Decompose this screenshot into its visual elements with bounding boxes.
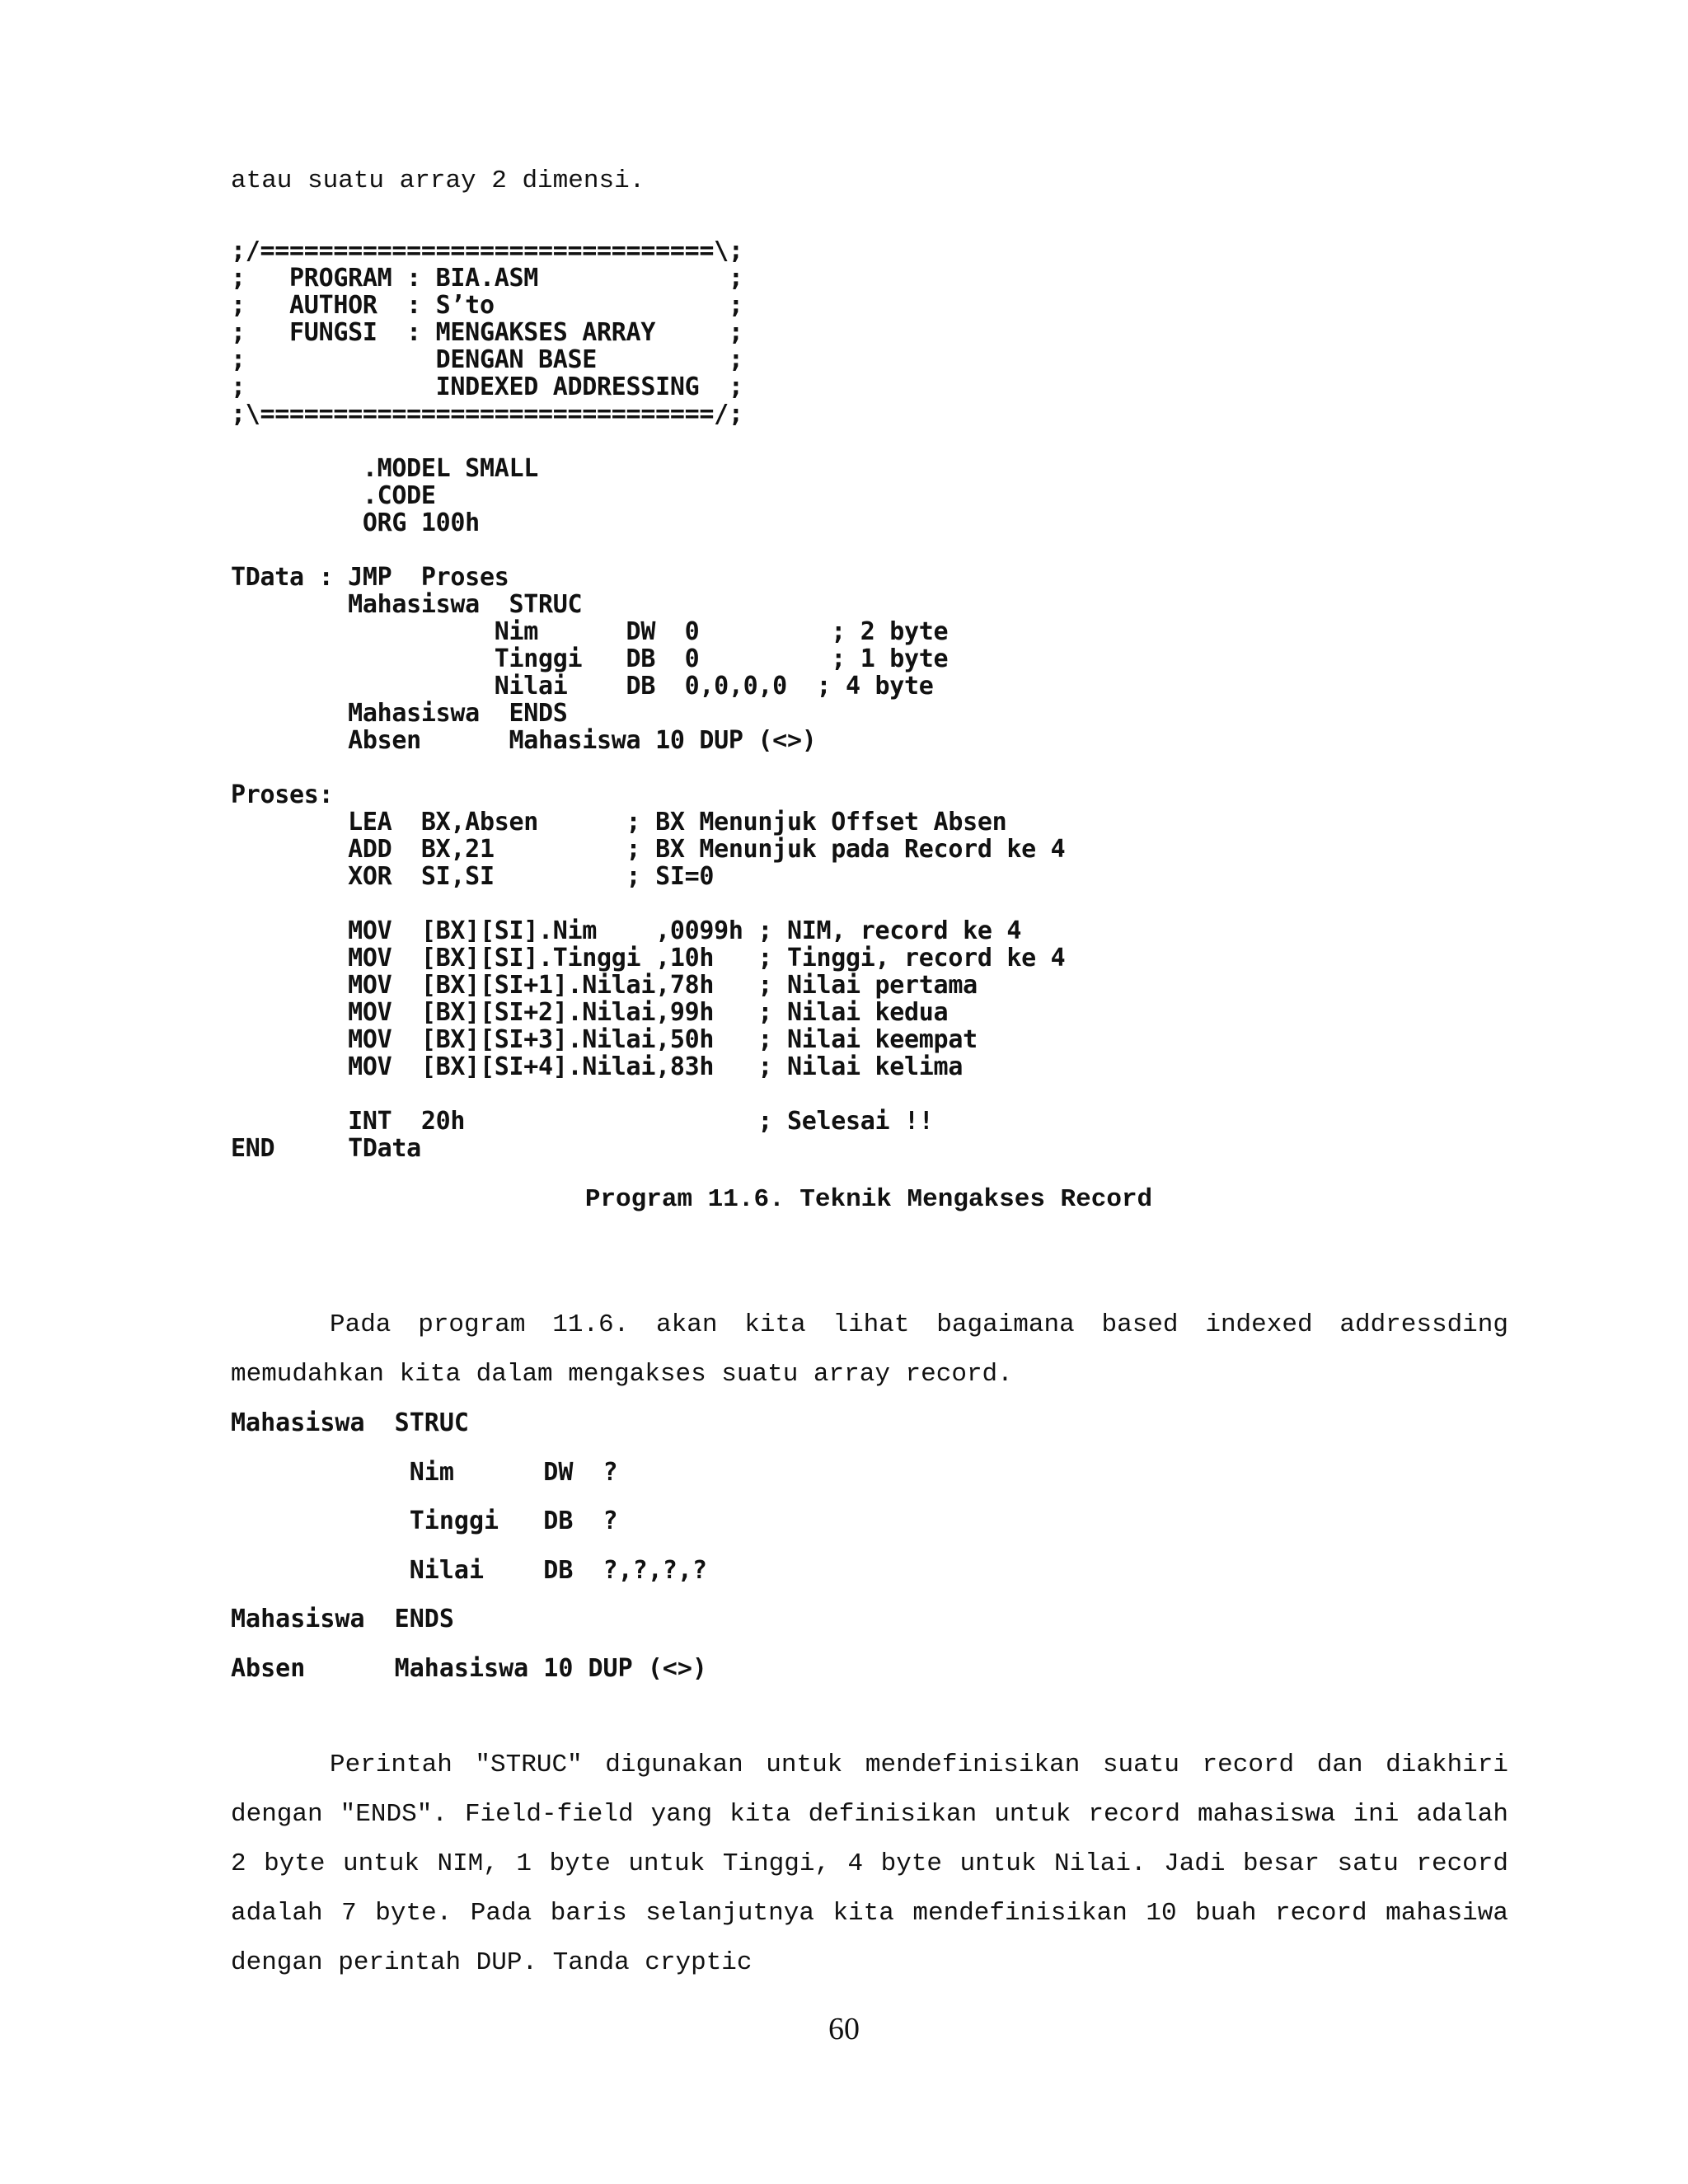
paragraph-2-text: Perintah "STRUC" digunakan untuk mendefinisikan suatu record dan diakhiri dengan "ENDS". Field-field yang kita definisikan untuk record mahasiswa ini adalah 2 byte untuk NIM, 1 byte untuk Tinggi, 4 byte untuk Nilai. Jadi besar satu record adalah 7 byte. Pada baris selanjutnya kita mendefinisikan 10 buah record mahasiwa dengan perintah DUP. Tanda cryptic	[231, 1750, 1508, 1977]
code-line: Mahasiswa STRUC	[231, 590, 583, 619]
code-line	[231, 537, 1065, 564]
struct-line: Absen Mahasiswa 10 DUP (<>)	[231, 1653, 707, 1683]
struct-line: Tinggi DB ?	[231, 1507, 618, 1535]
intro-text: atau suatu array 2 dimensi.	[231, 166, 645, 195]
code-line: LEA BX,Absen ; BX Menunjuk Offset Absen	[231, 808, 1007, 837]
code-line	[231, 1080, 1065, 1108]
code-line: ; PROGRAM : BIA.ASM ;	[231, 264, 743, 293]
program-caption: Program 11.6. Teknik Mengakses Record	[584, 1185, 1153, 1214]
paragraph-1	[231, 1301, 1508, 1399]
code-line: Proses:	[231, 780, 334, 809]
code-line: ; DENGAN BASE ;	[231, 345, 743, 374]
struct-line: Nilai DB ?,?,?,?	[231, 1555, 707, 1585]
code-line: ADD BX,21 ; BX Menunjuk pada Record ke 4	[231, 835, 1066, 864]
code-line: MOV [BX][SI+3].Nilai,50h ; Nilai keempat	[231, 1025, 978, 1054]
code-line: Tinggi DB 0 ; 1 byte	[231, 644, 949, 673]
code-line: ; FUNGSI : MENGAKSES ARRAY ;	[231, 318, 743, 347]
code-line: ; AUTHOR : S’to ;	[231, 291, 743, 320]
code-line: ; INDEXED ADDRESSING ;	[231, 373, 743, 401]
code-line: MOV [BX][SI].Tinggi ,10h ; Tinggi, record ke 4	[231, 944, 1066, 972]
code-line: .MODEL SMALL	[231, 454, 538, 483]
code-line	[231, 890, 1065, 917]
struct-line: Nim DW ?	[231, 1457, 618, 1487]
code-line: Nilai DB 0,0,0,0 ; 4 byte	[231, 672, 934, 701]
struct-line: Mahasiswa STRUC	[231, 1408, 469, 1437]
page-number: 60	[828, 2012, 860, 2046]
code-line: Absen Mahasiswa 10 DUP (<>)	[231, 726, 817, 755]
code-line	[231, 754, 1065, 781]
code-line: ;\===============================/;	[231, 400, 743, 429]
code-line: MOV [BX][SI].Nim ,0099h ; NIM, record ke 4	[231, 916, 1022, 945]
code-line: MOV [BX][SI+4].Nilai,83h ; Nilai kelima	[231, 1052, 964, 1081]
struct-definition	[231, 1399, 707, 1693]
code-line: END TData	[231, 1134, 421, 1163]
code-line: INT 20h ; Selesai !!	[231, 1107, 934, 1136]
code-line: ORG 100h	[231, 509, 480, 537]
code-line: Nim DW 0 ; 2 byte	[231, 617, 949, 646]
struct-line: Mahasiswa ENDS	[231, 1605, 454, 1633]
code-line: XOR SI,SI ; SI=0	[231, 862, 715, 891]
paragraph-2	[231, 1741, 1508, 1988]
code-line: MOV [BX][SI+1].Nilai,78h ; Nilai pertama	[231, 971, 978, 1000]
code-line	[231, 428, 1065, 455]
code-line: Mahasiswa ENDS	[231, 699, 568, 728]
program-listing	[231, 237, 1065, 1162]
code-line: .CODE	[231, 481, 436, 510]
paragraph-1-text: Pada program 11.6. akan kita lihat bagaimana based indexed addressding memudahkan kita dalam mengakses suatu array record.	[231, 1310, 1508, 1389]
code-line: ;/===============================\;	[231, 237, 743, 265]
code-line: TData : JMP Proses	[231, 563, 509, 592]
code-line: MOV [BX][SI+2].Nilai,99h ; Nilai kedua	[231, 998, 949, 1027]
